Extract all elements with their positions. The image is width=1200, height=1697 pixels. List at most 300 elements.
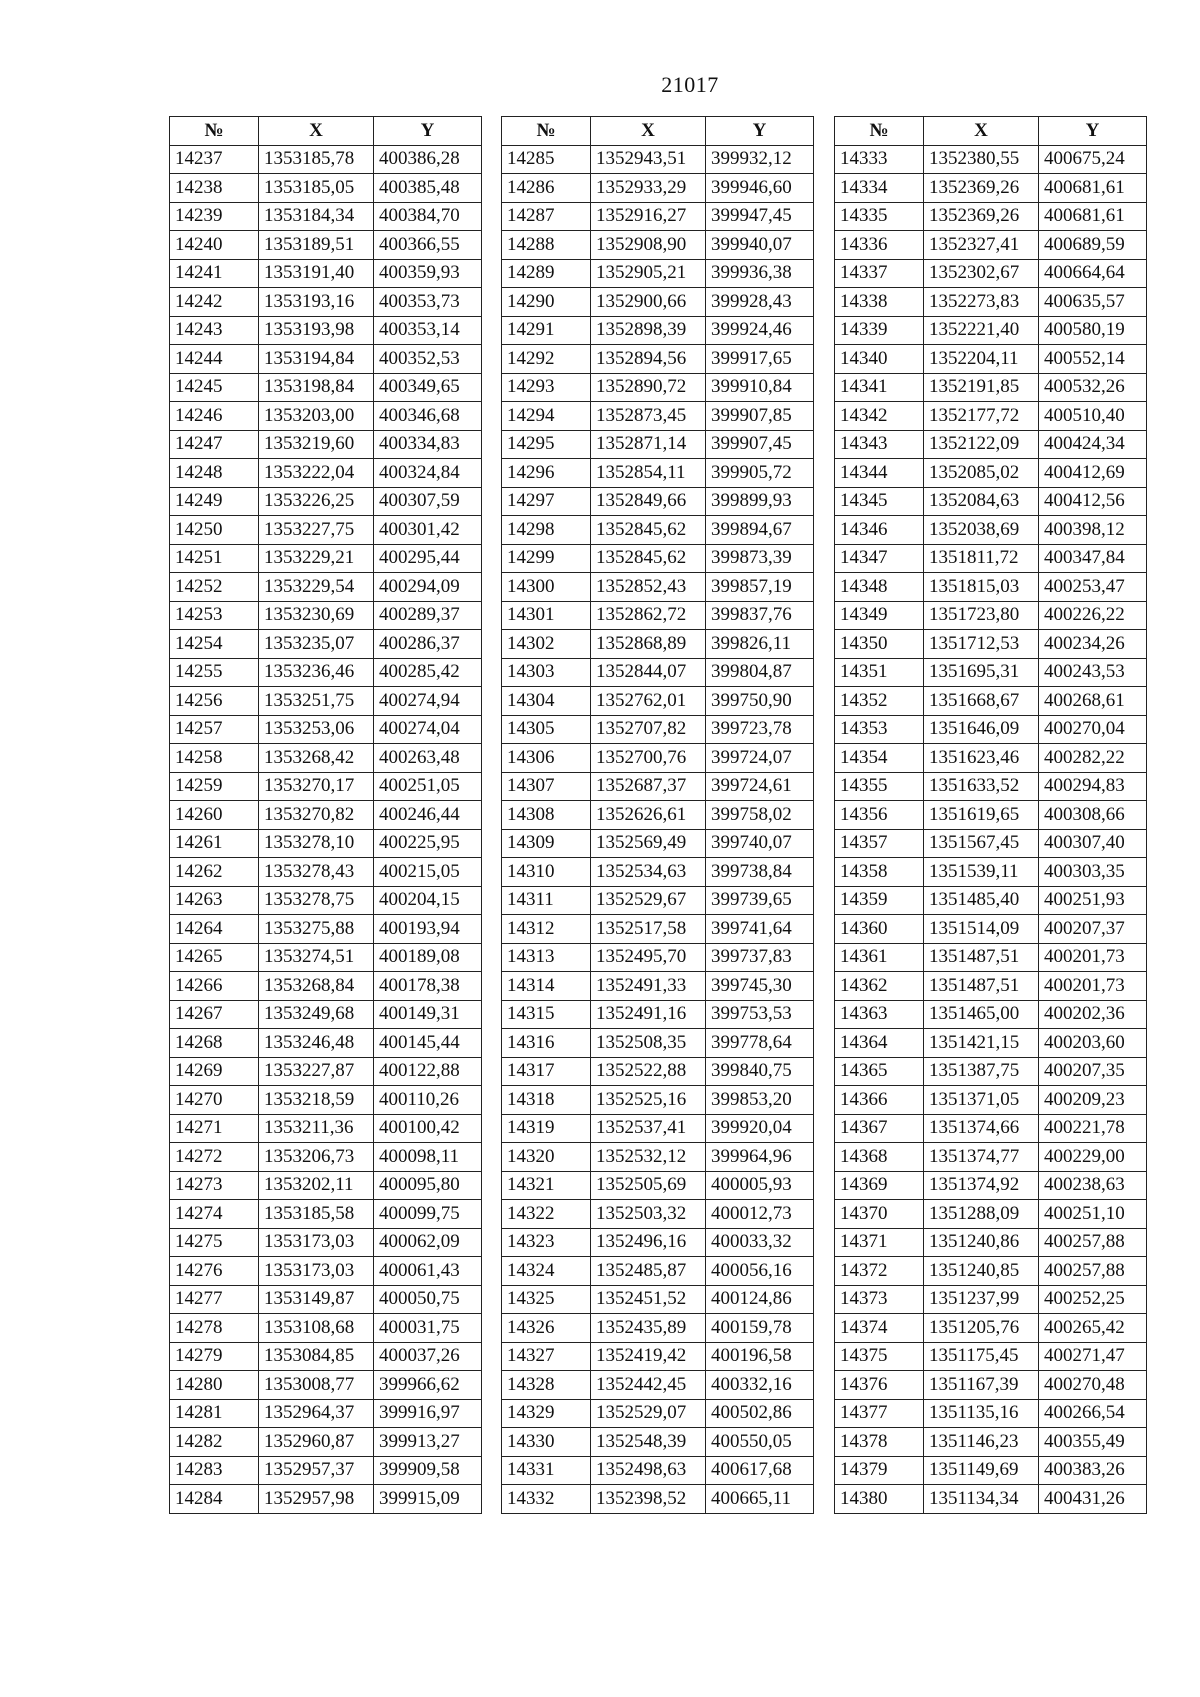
cell-y-coordinate: 399966,62	[374, 1371, 482, 1400]
cell-point-number: 14250	[170, 516, 259, 545]
cell-x-coordinate: 1352508,35	[591, 1029, 706, 1058]
table-row	[170, 145, 482, 174]
cell-y-coordinate: 399909,58	[374, 1456, 482, 1485]
table-row	[835, 202, 1147, 231]
cell-point-number: 14379	[835, 1456, 924, 1485]
cell-x-coordinate: 1352569,49	[591, 829, 706, 858]
cell-x-coordinate: 1353278,10	[259, 829, 374, 858]
cell-y-coordinate: 399932,12	[706, 145, 814, 174]
cell-y-coordinate: 400270,04	[1039, 715, 1147, 744]
table-row	[170, 1314, 482, 1343]
cell-point-number: 14255	[170, 658, 259, 687]
cell-point-number: 14313	[502, 943, 591, 972]
column-header-x: X	[591, 117, 706, 146]
cell-x-coordinate: 1353226,25	[259, 487, 374, 516]
cell-y-coordinate: 400201,73	[1039, 972, 1147, 1001]
cell-point-number: 14327	[502, 1342, 591, 1371]
cell-x-coordinate: 1352498,63	[591, 1456, 706, 1485]
cell-y-coordinate: 400301,42	[374, 516, 482, 545]
cell-point-number: 14261	[170, 829, 259, 858]
cell-point-number: 14241	[170, 259, 259, 288]
cell-x-coordinate: 1352085,02	[924, 459, 1039, 488]
cell-y-coordinate: 400617,68	[706, 1456, 814, 1485]
column-header-number: №	[170, 117, 259, 146]
table-row	[170, 1200, 482, 1229]
cell-x-coordinate: 1352762,01	[591, 687, 706, 716]
table-row	[170, 1428, 482, 1457]
cell-y-coordinate: 399826,11	[706, 630, 814, 659]
cell-y-coordinate: 399936,38	[706, 259, 814, 288]
cell-point-number: 14251	[170, 544, 259, 573]
cell-x-coordinate: 1353278,75	[259, 886, 374, 915]
cell-point-number: 14292	[502, 345, 591, 374]
cell-point-number: 14325	[502, 1285, 591, 1314]
cell-point-number: 14351	[835, 658, 924, 687]
cell-point-number: 14377	[835, 1399, 924, 1428]
table-row	[502, 1057, 814, 1086]
cell-point-number: 14342	[835, 402, 924, 431]
table-row	[835, 744, 1147, 773]
cell-y-coordinate: 400664,64	[1039, 259, 1147, 288]
table-row	[502, 316, 814, 345]
cell-point-number: 14357	[835, 829, 924, 858]
cell-point-number: 14281	[170, 1399, 259, 1428]
cell-point-number: 14300	[502, 573, 591, 602]
table-row	[502, 1200, 814, 1229]
cell-point-number: 14285	[502, 145, 591, 174]
table-row	[170, 687, 482, 716]
table-row	[170, 1342, 482, 1371]
cell-x-coordinate: 1352038,69	[924, 516, 1039, 545]
cell-y-coordinate: 399738,84	[706, 858, 814, 887]
cell-y-coordinate: 399947,45	[706, 202, 814, 231]
cell-y-coordinate: 400303,35	[1039, 858, 1147, 887]
cell-point-number: 14324	[502, 1257, 591, 1286]
table-row	[502, 1399, 814, 1428]
cell-y-coordinate: 400510,40	[1039, 402, 1147, 431]
cell-x-coordinate: 1352517,58	[591, 915, 706, 944]
cell-y-coordinate: 400383,26	[1039, 1456, 1147, 1485]
cell-x-coordinate: 1353203,00	[259, 402, 374, 431]
cell-x-coordinate: 1352529,07	[591, 1399, 706, 1428]
cell-x-coordinate: 1351371,05	[924, 1086, 1039, 1115]
table-row	[502, 658, 814, 687]
table-row	[835, 1371, 1147, 1400]
cell-x-coordinate: 1352908,90	[591, 231, 706, 260]
cell-point-number: 14252	[170, 573, 259, 602]
table-row	[835, 943, 1147, 972]
cell-y-coordinate: 400012,73	[706, 1200, 814, 1229]
cell-x-coordinate: 1351135,16	[924, 1399, 1039, 1428]
table-row	[170, 1257, 482, 1286]
cell-y-coordinate: 400332,16	[706, 1371, 814, 1400]
cell-y-coordinate: 399723,78	[706, 715, 814, 744]
cell-y-coordinate: 400366,55	[374, 231, 482, 260]
cell-x-coordinate: 1352537,41	[591, 1114, 706, 1143]
cell-point-number: 14276	[170, 1257, 259, 1286]
table-row	[170, 1114, 482, 1143]
cell-point-number: 14286	[502, 174, 591, 203]
table-row	[835, 1342, 1147, 1371]
table-row	[502, 687, 814, 716]
table-row	[835, 1114, 1147, 1143]
table-row	[835, 1086, 1147, 1115]
cell-y-coordinate: 400037,26	[374, 1342, 482, 1371]
table-row	[170, 1029, 482, 1058]
cell-point-number: 14280	[170, 1371, 259, 1400]
table-row	[502, 1428, 814, 1457]
table-row	[502, 231, 814, 260]
cell-point-number: 14362	[835, 972, 924, 1001]
cell-y-coordinate: 400412,69	[1039, 459, 1147, 488]
cell-point-number: 14305	[502, 715, 591, 744]
table-row	[835, 231, 1147, 260]
table-row	[835, 1456, 1147, 1485]
cell-x-coordinate: 1353270,82	[259, 801, 374, 830]
cell-y-coordinate: 400251,10	[1039, 1200, 1147, 1229]
table-row	[502, 544, 814, 573]
cell-y-coordinate: 399907,85	[706, 402, 814, 431]
table-row	[835, 402, 1147, 431]
table-row	[835, 1143, 1147, 1172]
cell-point-number: 14254	[170, 630, 259, 659]
cell-y-coordinate: 399804,87	[706, 658, 814, 687]
cell-x-coordinate: 1353173,03	[259, 1257, 374, 1286]
cell-y-coordinate: 399857,19	[706, 573, 814, 602]
cell-x-coordinate: 1352327,41	[924, 231, 1039, 260]
table-row	[170, 886, 482, 915]
column-header-x: X	[924, 117, 1039, 146]
table-row	[835, 544, 1147, 573]
cell-x-coordinate: 1353227,87	[259, 1057, 374, 1086]
table-row	[502, 886, 814, 915]
cell-y-coordinate: 400359,93	[374, 259, 482, 288]
cell-point-number: 14354	[835, 744, 924, 773]
table-row	[170, 915, 482, 944]
cell-point-number: 14247	[170, 430, 259, 459]
cell-point-number: 14304	[502, 687, 591, 716]
cell-x-coordinate: 1352522,88	[591, 1057, 706, 1086]
cell-y-coordinate: 400252,25	[1039, 1285, 1147, 1314]
cell-point-number: 14368	[835, 1143, 924, 1172]
cell-y-coordinate: 400229,00	[1039, 1143, 1147, 1172]
cell-x-coordinate: 1353268,84	[259, 972, 374, 1001]
cell-x-coordinate: 1353191,40	[259, 259, 374, 288]
table-row	[170, 288, 482, 317]
cell-x-coordinate: 1352177,72	[924, 402, 1039, 431]
table-row	[170, 801, 482, 830]
column-header-y: Y	[374, 117, 482, 146]
cell-y-coordinate: 400502,86	[706, 1399, 814, 1428]
table-row	[835, 174, 1147, 203]
cell-x-coordinate: 1352451,52	[591, 1285, 706, 1314]
table-row	[502, 345, 814, 374]
table-row	[835, 487, 1147, 516]
cell-y-coordinate: 400274,94	[374, 687, 482, 716]
cell-point-number: 14269	[170, 1057, 259, 1086]
cell-point-number: 14259	[170, 772, 259, 801]
cell-point-number: 14293	[502, 373, 591, 402]
cell-x-coordinate: 1353227,75	[259, 516, 374, 545]
table-row	[835, 772, 1147, 801]
cell-y-coordinate: 400257,88	[1039, 1228, 1147, 1257]
cell-point-number: 14258	[170, 744, 259, 773]
cell-point-number: 14329	[502, 1399, 591, 1428]
cell-x-coordinate: 1351146,23	[924, 1428, 1039, 1457]
cell-y-coordinate: 400215,05	[374, 858, 482, 887]
table-row	[502, 772, 814, 801]
table-row	[835, 715, 1147, 744]
table-row	[835, 601, 1147, 630]
cell-x-coordinate: 1352854,11	[591, 459, 706, 488]
cell-y-coordinate: 400681,61	[1039, 174, 1147, 203]
table-row	[502, 1456, 814, 1485]
cell-y-coordinate: 399907,45	[706, 430, 814, 459]
cell-point-number: 14294	[502, 402, 591, 431]
cell-point-number: 14248	[170, 459, 259, 488]
cell-point-number: 14278	[170, 1314, 259, 1343]
cell-y-coordinate: 399924,46	[706, 316, 814, 345]
cell-x-coordinate: 1352905,21	[591, 259, 706, 288]
table-row	[170, 658, 482, 687]
table-row	[170, 316, 482, 345]
cell-point-number: 14339	[835, 316, 924, 345]
cell-x-coordinate: 1351205,76	[924, 1314, 1039, 1343]
cell-x-coordinate: 1352273,83	[924, 288, 1039, 317]
cell-x-coordinate: 1352369,26	[924, 174, 1039, 203]
cell-y-coordinate: 400270,48	[1039, 1371, 1147, 1400]
cell-y-coordinate: 400145,44	[374, 1029, 482, 1058]
cell-point-number: 14274	[170, 1200, 259, 1229]
cell-x-coordinate: 1353194,84	[259, 345, 374, 374]
cell-point-number: 14309	[502, 829, 591, 858]
cell-point-number: 14376	[835, 1371, 924, 1400]
cell-y-coordinate: 400689,59	[1039, 231, 1147, 260]
cell-x-coordinate: 1352495,70	[591, 943, 706, 972]
cell-point-number: 14336	[835, 231, 924, 260]
table-row	[502, 601, 814, 630]
cell-x-coordinate: 1351237,99	[924, 1285, 1039, 1314]
table-row	[502, 402, 814, 431]
table-row	[502, 1114, 814, 1143]
cell-y-coordinate: 399940,07	[706, 231, 814, 260]
cell-y-coordinate: 400100,42	[374, 1114, 482, 1143]
cell-point-number: 14310	[502, 858, 591, 887]
cell-x-coordinate: 1352868,89	[591, 630, 706, 659]
cell-x-coordinate: 1353275,88	[259, 915, 374, 944]
cell-y-coordinate: 400149,31	[374, 1000, 482, 1029]
table-row	[502, 1314, 814, 1343]
table-row	[502, 744, 814, 773]
cell-x-coordinate: 1352957,37	[259, 1456, 374, 1485]
cell-y-coordinate: 400253,47	[1039, 573, 1147, 602]
cell-point-number: 14311	[502, 886, 591, 915]
table-row	[170, 858, 482, 887]
cell-point-number: 14244	[170, 345, 259, 374]
cell-x-coordinate: 1352191,85	[924, 373, 1039, 402]
cell-x-coordinate: 1352894,56	[591, 345, 706, 374]
cell-point-number: 14289	[502, 259, 591, 288]
cell-x-coordinate: 1352871,14	[591, 430, 706, 459]
table-row	[835, 1485, 1147, 1514]
cell-y-coordinate: 400289,37	[374, 601, 482, 630]
table-row	[835, 288, 1147, 317]
cell-y-coordinate: 400178,38	[374, 972, 482, 1001]
cell-x-coordinate: 1353008,77	[259, 1371, 374, 1400]
table-row	[170, 1285, 482, 1314]
cell-point-number: 14370	[835, 1200, 924, 1229]
table-row	[835, 972, 1147, 1001]
cell-point-number: 14314	[502, 972, 591, 1001]
cell-point-number: 14364	[835, 1029, 924, 1058]
cell-y-coordinate: 400095,80	[374, 1171, 482, 1200]
cell-x-coordinate: 1353229,54	[259, 573, 374, 602]
table-row	[170, 1143, 482, 1172]
table-row	[170, 630, 482, 659]
cell-point-number: 14299	[502, 544, 591, 573]
cell-point-number: 14283	[170, 1456, 259, 1485]
cell-y-coordinate: 400238,63	[1039, 1171, 1147, 1200]
cell-x-coordinate: 1352849,66	[591, 487, 706, 516]
cell-y-coordinate: 400580,19	[1039, 316, 1147, 345]
table-row	[170, 744, 482, 773]
table-row	[170, 231, 482, 260]
cell-x-coordinate: 1351811,72	[924, 544, 1039, 573]
cell-y-coordinate: 400295,44	[374, 544, 482, 573]
cell-point-number: 14380	[835, 1485, 924, 1514]
table-row	[835, 1200, 1147, 1229]
table-row	[835, 345, 1147, 374]
cell-y-coordinate: 400263,48	[374, 744, 482, 773]
cell-point-number: 14365	[835, 1057, 924, 1086]
cell-x-coordinate: 1352890,72	[591, 373, 706, 402]
cell-x-coordinate: 1351374,77	[924, 1143, 1039, 1172]
cell-point-number: 14277	[170, 1285, 259, 1314]
cell-y-coordinate: 399758,02	[706, 801, 814, 830]
cell-x-coordinate: 1352960,87	[259, 1428, 374, 1457]
cell-point-number: 14350	[835, 630, 924, 659]
cell-x-coordinate: 1353253,06	[259, 715, 374, 744]
cell-x-coordinate: 1351815,03	[924, 573, 1039, 602]
cell-point-number: 14256	[170, 687, 259, 716]
cell-x-coordinate: 1353270,17	[259, 772, 374, 801]
cell-x-coordinate: 1352933,29	[591, 174, 706, 203]
cell-point-number: 14264	[170, 915, 259, 944]
cell-y-coordinate: 400207,37	[1039, 915, 1147, 944]
table-row	[502, 1171, 814, 1200]
cell-y-coordinate: 400307,40	[1039, 829, 1147, 858]
cell-point-number: 14287	[502, 202, 591, 231]
cell-point-number: 14347	[835, 544, 924, 573]
table-row	[502, 373, 814, 402]
cell-x-coordinate: 1353229,21	[259, 544, 374, 573]
cell-y-coordinate: 399928,43	[706, 288, 814, 317]
table-row	[502, 459, 814, 488]
table-row	[502, 1228, 814, 1257]
cell-y-coordinate: 400552,14	[1039, 345, 1147, 374]
table-row	[835, 573, 1147, 602]
table-row	[170, 1456, 482, 1485]
table-row	[835, 658, 1147, 687]
table-row	[502, 1143, 814, 1172]
table-row	[502, 1285, 814, 1314]
cell-y-coordinate: 400386,28	[374, 145, 482, 174]
table-row	[835, 687, 1147, 716]
cell-y-coordinate: 400207,35	[1039, 1057, 1147, 1086]
cell-x-coordinate: 1353235,07	[259, 630, 374, 659]
cell-point-number: 14312	[502, 915, 591, 944]
table-row	[835, 1029, 1147, 1058]
table-row	[502, 259, 814, 288]
cell-y-coordinate: 399741,64	[706, 915, 814, 944]
table-row	[170, 772, 482, 801]
cell-point-number: 14242	[170, 288, 259, 317]
table-row	[502, 430, 814, 459]
cell-y-coordinate: 400412,56	[1039, 487, 1147, 516]
cell-y-coordinate: 400353,14	[374, 316, 482, 345]
cell-point-number: 14265	[170, 943, 259, 972]
cell-x-coordinate: 1352525,16	[591, 1086, 706, 1115]
cell-point-number: 14335	[835, 202, 924, 231]
cell-x-coordinate: 1352943,51	[591, 145, 706, 174]
cell-point-number: 14298	[502, 516, 591, 545]
cell-point-number: 14317	[502, 1057, 591, 1086]
cell-x-coordinate: 1351567,45	[924, 829, 1039, 858]
table-row	[502, 1000, 814, 1029]
cell-y-coordinate: 400257,88	[1039, 1257, 1147, 1286]
cell-point-number: 14340	[835, 345, 924, 374]
cell-point-number: 14270	[170, 1086, 259, 1115]
table-row	[835, 459, 1147, 488]
cell-x-coordinate: 1352873,45	[591, 402, 706, 431]
cell-y-coordinate: 399910,84	[706, 373, 814, 402]
cell-point-number: 14301	[502, 601, 591, 630]
cell-point-number: 14288	[502, 231, 591, 260]
cell-y-coordinate: 399894,67	[706, 516, 814, 545]
cell-point-number: 14360	[835, 915, 924, 944]
cell-point-number: 14291	[502, 316, 591, 345]
cell-x-coordinate: 1351374,66	[924, 1114, 1039, 1143]
table-row	[502, 972, 814, 1001]
cell-point-number: 14239	[170, 202, 259, 231]
table-row	[835, 373, 1147, 402]
cell-y-coordinate: 400286,37	[374, 630, 482, 659]
table-row	[835, 829, 1147, 858]
cell-x-coordinate: 1352687,37	[591, 772, 706, 801]
cell-y-coordinate: 400398,12	[1039, 516, 1147, 545]
cell-x-coordinate: 1353193,98	[259, 316, 374, 345]
cell-point-number: 14337	[835, 259, 924, 288]
cell-y-coordinate: 400202,36	[1039, 1000, 1147, 1029]
cell-x-coordinate: 1353185,58	[259, 1200, 374, 1229]
table-row	[502, 1029, 814, 1058]
cell-x-coordinate: 1351387,75	[924, 1057, 1039, 1086]
cell-y-coordinate: 400355,49	[1039, 1428, 1147, 1457]
cell-point-number: 14253	[170, 601, 259, 630]
cell-x-coordinate: 1352900,66	[591, 288, 706, 317]
cell-y-coordinate: 400033,32	[706, 1228, 814, 1257]
cell-point-number: 14332	[502, 1485, 591, 1514]
table-row	[502, 573, 814, 602]
cell-x-coordinate: 1353108,68	[259, 1314, 374, 1343]
cell-y-coordinate: 399739,65	[706, 886, 814, 915]
table-row	[502, 1086, 814, 1115]
table-row	[170, 516, 482, 545]
cell-x-coordinate: 1352626,61	[591, 801, 706, 830]
cell-point-number: 14321	[502, 1171, 591, 1200]
cell-y-coordinate: 400225,95	[374, 829, 482, 858]
column-header-x: X	[259, 117, 374, 146]
